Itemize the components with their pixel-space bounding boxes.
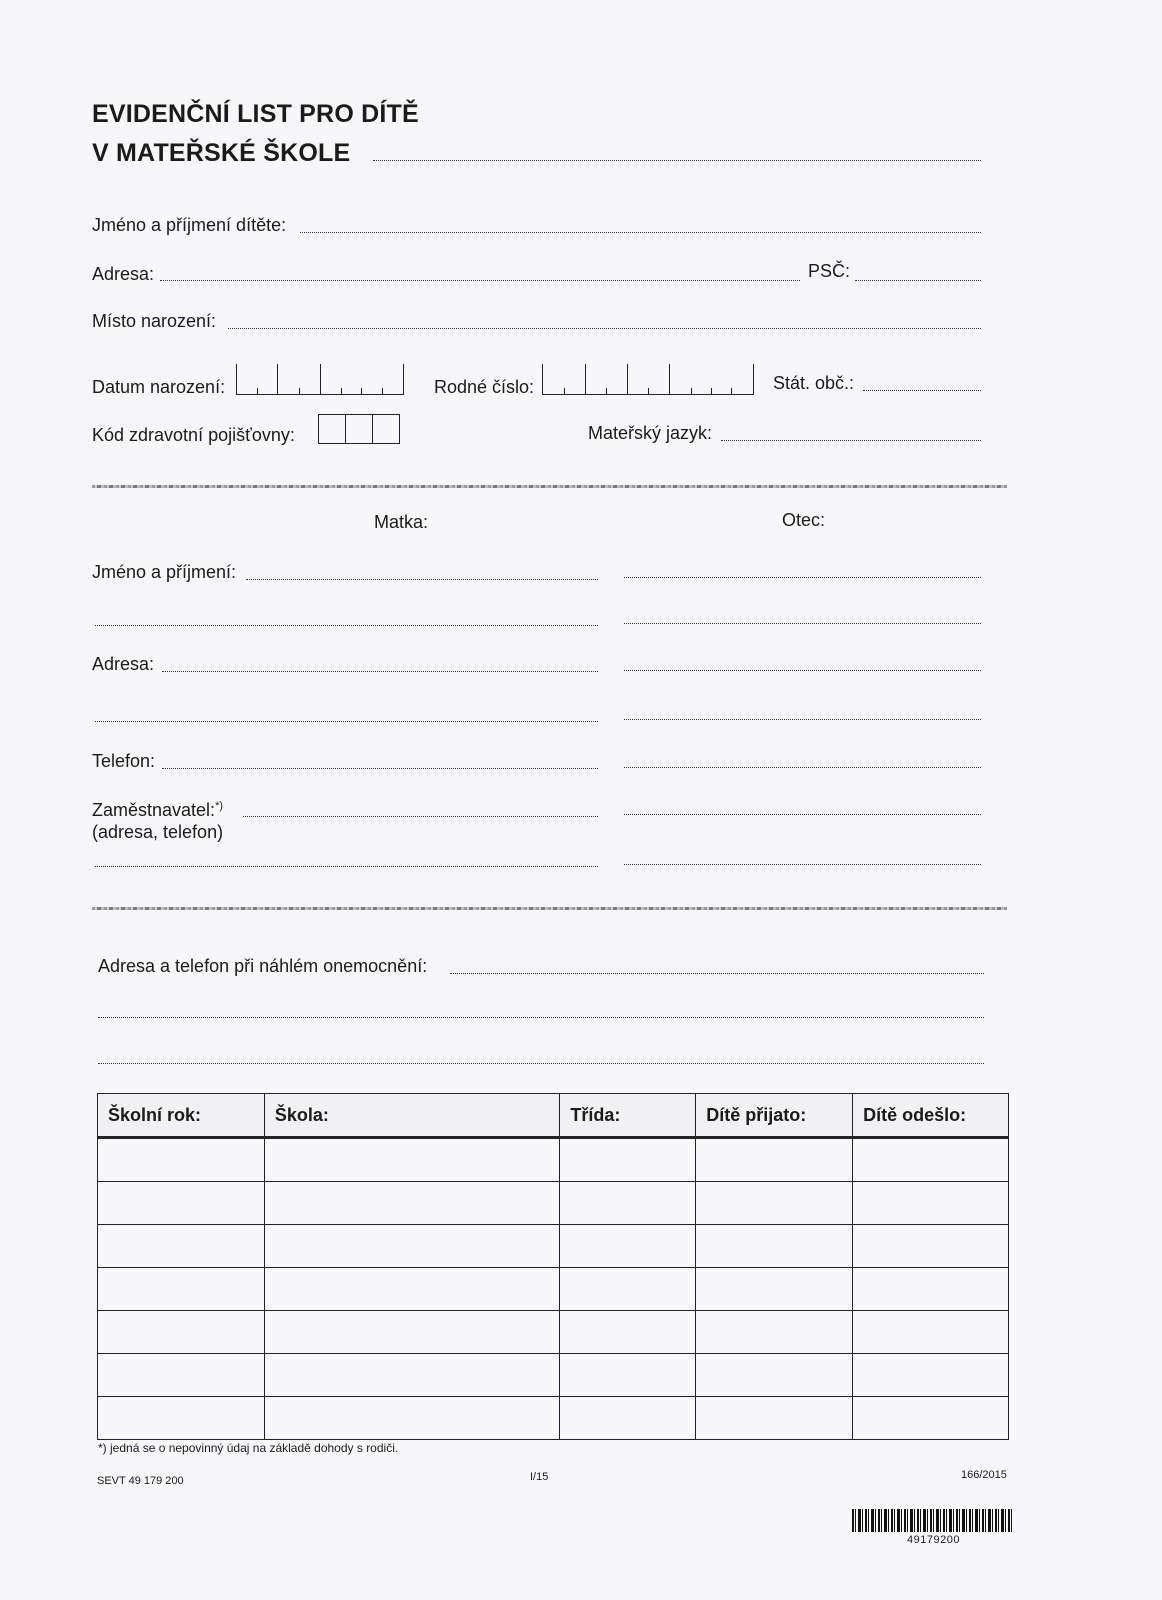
birthdate-label: Datum narození: — [92, 377, 226, 397]
barcode-number: 49179200 — [907, 1534, 960, 1546]
parent-address-label: Adresa: — [92, 654, 155, 674]
footnote-text: *) jedná se o nepovinný údaj na základě dohody s rodiči. — [98, 1441, 399, 1455]
birth-number-label: Rodné číslo: — [434, 377, 535, 397]
table-cell[interactable] — [98, 1182, 265, 1225]
form-code-right: 166/2015 — [961, 1469, 1007, 1481]
table-row — [98, 1138, 1009, 1182]
table-cell[interactable] — [560, 1311, 696, 1354]
section-separator-2 — [92, 907, 1007, 910]
birthdate-boxes[interactable] — [236, 364, 404, 395]
mother-phone-field[interactable] — [162, 768, 598, 769]
father-address-field-2[interactable] — [624, 719, 981, 720]
table-cell[interactable] — [696, 1268, 853, 1311]
school-name-field[interactable] — [373, 160, 981, 161]
father-phone-field[interactable] — [624, 767, 981, 768]
birthplace-field[interactable] — [228, 328, 981, 329]
table-cell[interactable] — [98, 1311, 265, 1354]
table-cell[interactable] — [98, 1397, 265, 1440]
father-address-field[interactable] — [624, 670, 981, 671]
employer-sub-label: (adresa, telefon) — [92, 822, 224, 842]
section-separator — [92, 485, 1007, 488]
table-cell[interactable] — [264, 1182, 560, 1225]
col-left: Dítě odešlo: — [853, 1094, 1009, 1138]
table-cell[interactable] — [853, 1397, 1009, 1440]
table-cell[interactable] — [264, 1225, 560, 1268]
table-cell[interactable] — [853, 1311, 1009, 1354]
child-address-field[interactable] — [160, 280, 800, 281]
table-row — [98, 1311, 1009, 1354]
language-label: Mateřský jazyk: — [588, 423, 713, 443]
illness-contact-field-2[interactable] — [98, 1017, 984, 1018]
citizenship-label: Stát. obč.: — [773, 373, 855, 393]
table-cell[interactable] — [264, 1311, 560, 1354]
table-cell[interactable] — [264, 1138, 560, 1182]
father-employer-field-2[interactable] — [624, 864, 981, 865]
table-cell[interactable] — [560, 1138, 696, 1182]
citizenship-field[interactable] — [863, 390, 981, 391]
table-cell[interactable] — [696, 1182, 853, 1225]
table-cell[interactable] — [560, 1397, 696, 1440]
table-cell[interactable] — [264, 1268, 560, 1311]
form-code-left: SEVT 49 179 200 — [97, 1475, 184, 1487]
mother-heading: Matka: — [374, 512, 429, 532]
illness-contact-field-3[interactable] — [98, 1063, 984, 1064]
table-row — [98, 1225, 1009, 1268]
table-row — [98, 1182, 1009, 1225]
table-cell[interactable] — [98, 1354, 265, 1397]
table-cell[interactable] — [264, 1397, 560, 1440]
barcode-icon — [852, 1509, 1013, 1532]
table-cell[interactable] — [696, 1354, 853, 1397]
birthplace-label: Místo narození: — [92, 311, 217, 331]
col-school: Škola: — [264, 1094, 560, 1138]
table-cell[interactable] — [696, 1138, 853, 1182]
mother-address-field[interactable] — [162, 671, 598, 672]
form-code-mid: I/15 — [530, 1471, 549, 1483]
psc-label: PSČ: — [808, 261, 851, 281]
table-cell[interactable] — [560, 1268, 696, 1311]
insurance-label: Kód zdravotní pojišťovny: — [92, 425, 295, 445]
col-school-year: Školní rok: — [98, 1094, 265, 1138]
parent-phone-label: Telefon: — [92, 751, 156, 771]
child-name-field[interactable] — [300, 232, 981, 233]
child-address-label: Adresa: — [92, 264, 155, 284]
school-history-table — [97, 1093, 1009, 1440]
table-cell[interactable] — [696, 1397, 853, 1440]
mother-address-field-2[interactable] — [95, 721, 598, 722]
child-name-label: Jméno a příjmení dítěte: — [92, 215, 287, 235]
father-name-field-2[interactable] — [624, 623, 981, 624]
mother-name-field[interactable] — [246, 579, 598, 580]
form-title-line1: EVIDENČNÍ LIST PRO DÍTĚ — [92, 100, 419, 128]
table-cell[interactable] — [853, 1182, 1009, 1225]
table-cell[interactable] — [696, 1311, 853, 1354]
employer-label-text: Zaměstnavatel: — [92, 800, 216, 820]
insurance-code-boxes[interactable] — [318, 414, 400, 444]
employer-footnote-mark: *) — [215, 800, 224, 812]
mother-employer-field[interactable] — [243, 816, 598, 817]
table-cell[interactable] — [98, 1138, 265, 1182]
col-class: Třída: — [560, 1094, 696, 1138]
table-cell[interactable] — [98, 1225, 265, 1268]
col-admitted: Dítě přijato: — [696, 1094, 853, 1138]
birth-number-boxes[interactable] — [542, 364, 754, 395]
table-cell[interactable] — [853, 1268, 1009, 1311]
table-cell[interactable] — [264, 1354, 560, 1397]
illness-contact-label: Adresa a telefon při náhlém onemocnění: — [98, 956, 428, 976]
form-title-line2: V MATEŘSKÉ ŠKOLE — [92, 139, 351, 167]
mother-employer-field-2[interactable] — [95, 866, 598, 867]
table-cell[interactable] — [560, 1225, 696, 1268]
table-cell[interactable] — [853, 1354, 1009, 1397]
table-cell[interactable] — [853, 1138, 1009, 1182]
table-cell[interactable] — [853, 1225, 1009, 1268]
father-name-field[interactable] — [624, 577, 981, 578]
table-cell[interactable] — [98, 1268, 265, 1311]
father-employer-field[interactable] — [624, 814, 981, 815]
language-field[interactable] — [721, 440, 981, 441]
table-cell[interactable] — [696, 1225, 853, 1268]
father-heading: Otec: — [782, 510, 826, 530]
employer-label — [92, 801, 223, 819]
illness-contact-field[interactable] — [450, 973, 984, 974]
table-cell[interactable] — [560, 1354, 696, 1397]
table-row — [98, 1268, 1009, 1311]
parent-name-label: Jméno a příjmení: — [92, 562, 237, 582]
psc-field[interactable] — [855, 280, 981, 281]
table-row — [98, 1397, 1009, 1440]
table-header-row — [98, 1094, 1009, 1138]
table-row — [98, 1354, 1009, 1397]
mother-name-field-2[interactable] — [95, 625, 598, 626]
table-cell[interactable] — [560, 1182, 696, 1225]
